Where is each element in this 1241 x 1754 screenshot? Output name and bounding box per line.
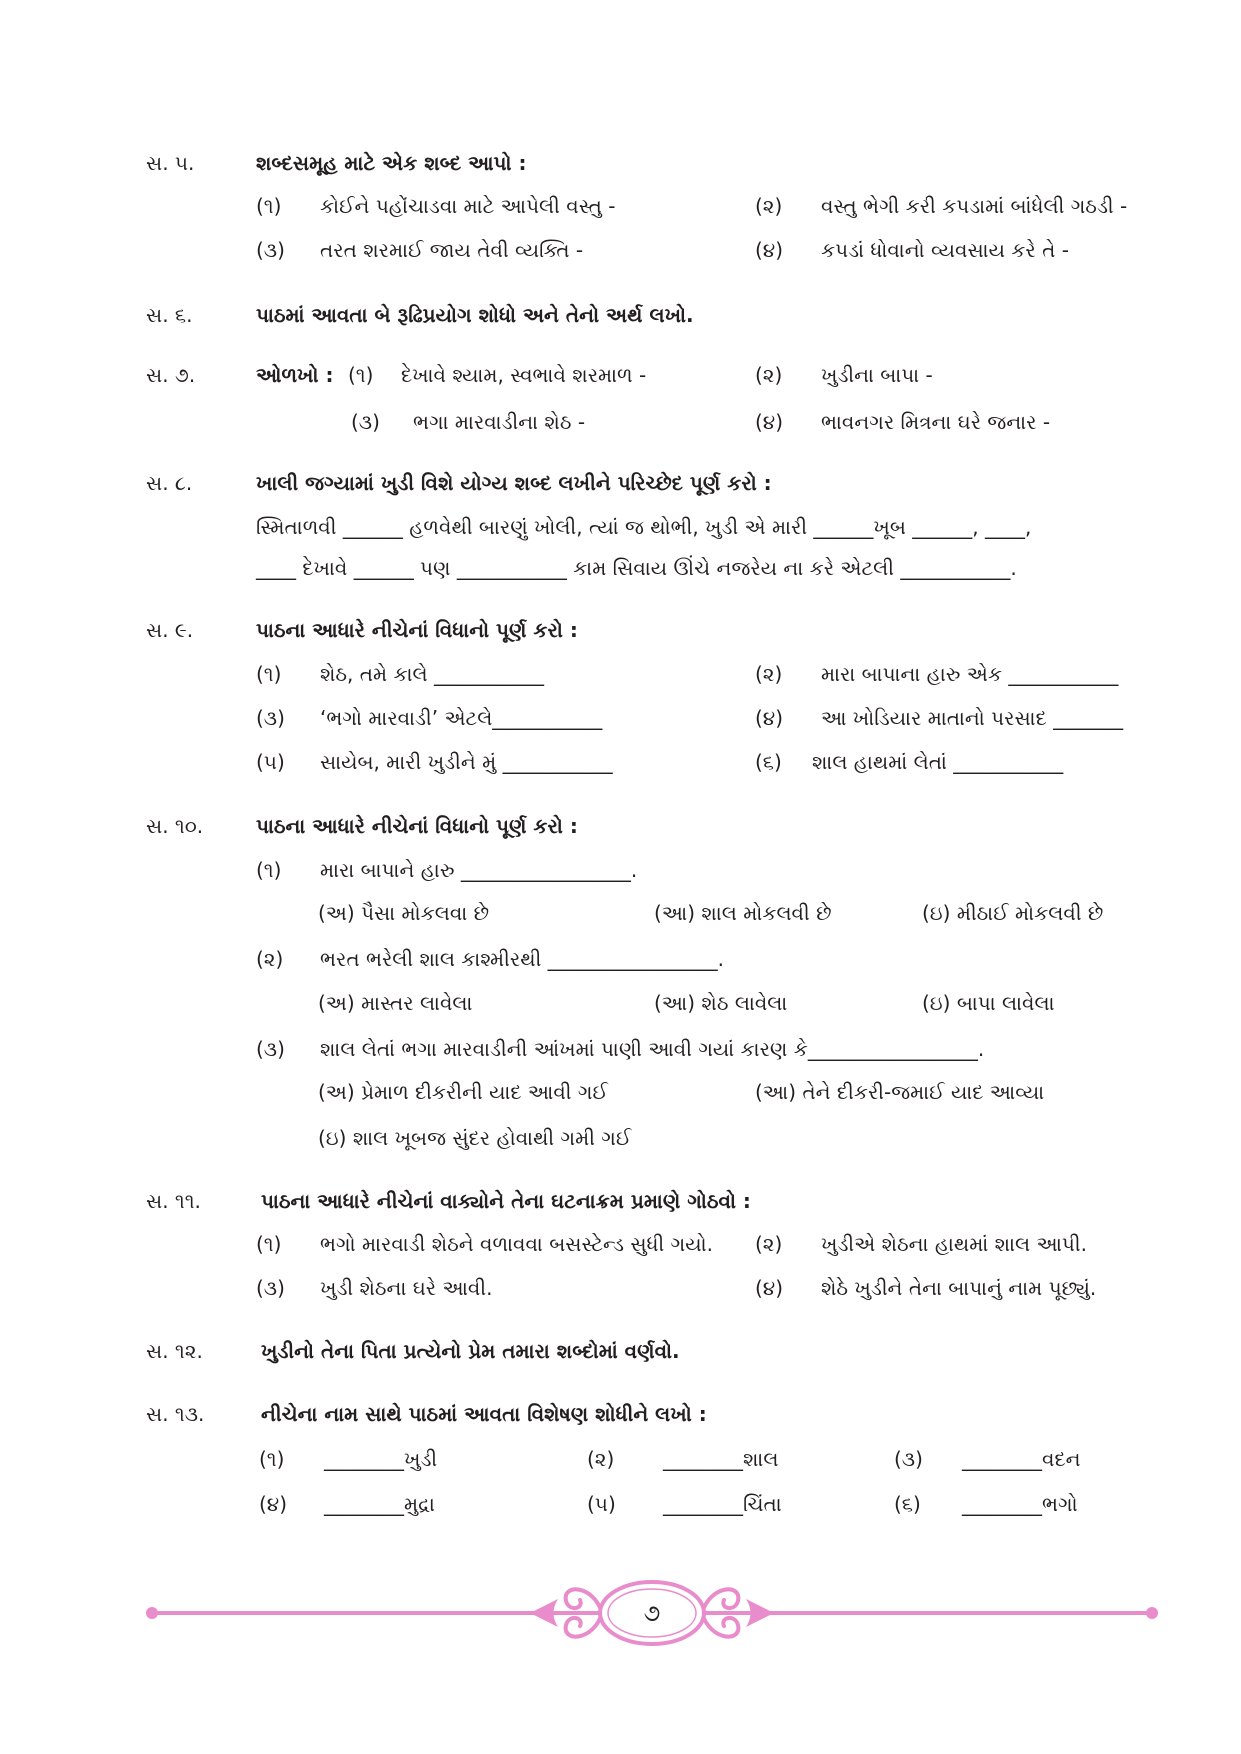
- q9-item-5-text: સાયેબ, મારી ખુડીને મું ___________: [320, 750, 613, 774]
- q7-item-2-number: (૨): [755, 363, 783, 387]
- q11-item-2-text: ખુડીએ શેઠના હાથમાં શાલ આપી.: [821, 1232, 1087, 1256]
- q9-item-6-text: શાલ હાથમાં લેતાં ___________: [812, 750, 1064, 774]
- question-9-label: સ. ૯.: [146, 618, 194, 642]
- q9-item-5-number: (૫): [256, 750, 285, 774]
- q9-item-4-number: (૪): [755, 706, 784, 730]
- q13-item-4-text: ________મુદ્રા: [324, 1492, 435, 1516]
- question-10-title: પાઠના આધારે નીચેનાં વિધાનો પૂર્ણ કરો :: [256, 814, 578, 838]
- q8-paragraph-line-2: ____ દેખાવે ______ પણ ___________ કામ સિવાય ઊંચે નજરેય ના કરે એટલી ___________.: [256, 556, 1017, 580]
- q10-item-3-text: શાલ લેતાં ભગા મારવાડીની આંખમાં પાણી આવી ગયાં કારણ કે_________________.: [320, 1037, 985, 1061]
- q11-item-1-text: ભગો મારવાડી શેઠને વળાવવા બસસ્ટેન્ડ સુધી ગયો.: [320, 1232, 713, 1256]
- footer-end-dot-right: [1146, 1607, 1158, 1619]
- q11-item-2-number: (૨): [755, 1232, 783, 1256]
- q7-item-4-text: ભાવનગર મિત્રના ઘરે જનાર -: [821, 410, 1051, 434]
- question-8-label: સ. ૮.: [146, 471, 193, 495]
- q10-item-2-option-c: (ઇ) બાપા લાવેલા: [922, 991, 1055, 1015]
- q10-item-1-number: (૧): [256, 858, 282, 882]
- q7-item-2-text: ખુડીના બાપા -: [821, 363, 933, 387]
- q13-item-5-text: ________ચિંતા: [663, 1492, 782, 1516]
- q10-item-2-option-b: (આ) શેઠ લાવેલા: [654, 991, 788, 1015]
- q10-item-2-option-a: (અ) માસ્તર લાવેલા: [318, 991, 473, 1015]
- q5-item-2-number: (૨): [755, 194, 783, 218]
- question-11-title: પાઠના આધારે નીચેનાં વાક્યોને તેના ઘટનાક્રમ પ્રમાણે ગોઠવો :: [261, 1189, 751, 1213]
- q9-item-3-text: ‘ભગો મારવાડી’ એટલે___________: [320, 706, 603, 730]
- q10-item-3-option-a: (અ) પ્રેમાળ દીકરીની યાદ આવી ગઈ: [318, 1080, 608, 1104]
- q7-item-3-number: (૩): [351, 410, 380, 434]
- q10-item-1-option-c: (ઇ) મીઠાઈ મોકલવી છે: [922, 901, 1104, 925]
- q13-item-3-text: ________વદન: [962, 1447, 1081, 1471]
- page-number: ૭: [643, 1599, 661, 1627]
- q5-item-3-text: તરત શરમાઈ જાય તેવી વ્યક્તિ -: [320, 238, 584, 262]
- question-6-label: સ. ૬.: [146, 303, 193, 327]
- footer-end-dot-left: [146, 1607, 158, 1619]
- q11-item-3-text: ખુડી શેઠના ઘરે આવી.: [320, 1276, 493, 1300]
- q10-item-2-number: (૨): [256, 947, 284, 971]
- question-11-label: સ. ૧૧.: [146, 1189, 201, 1213]
- question-5-label: સ. ૫.: [146, 151, 195, 175]
- q10-item-1-option-a: (અ) પૈસા મોકલવા છે: [318, 901, 490, 925]
- q5-item-3-number: (૩): [256, 238, 285, 262]
- q11-item-3-number: (૩): [256, 1276, 285, 1300]
- q9-item-1-text: શેઠ, તમે કાલે ___________: [320, 662, 545, 686]
- question-12-label: સ. ૧૨.: [146, 1339, 203, 1363]
- q5-item-1-number: (૧): [256, 194, 282, 218]
- q9-item-3-number: (૩): [256, 706, 285, 730]
- q11-item-4-text: શેઠે ખુડીને તેના બાપાનું નામ પૂછ્યું.: [821, 1276, 1097, 1300]
- question-13-label: સ. ૧૩.: [146, 1402, 205, 1426]
- q9-item-1-number: (૧): [256, 662, 282, 686]
- question-9-title: પાઠના આધારે નીચેનાં વિધાનો પૂર્ણ કરો :: [256, 618, 578, 642]
- q11-item-1-number: (૧): [256, 1232, 282, 1256]
- q13-item-6-text: ________ભગો: [962, 1492, 1078, 1516]
- q11-item-4-number: (૪): [755, 1276, 784, 1300]
- q10-item-2-text: ભરત ભરેલી શાલ કાશ્મીરથી _________________.: [320, 947, 725, 971]
- q8-paragraph-line-1: સ્મિતાળવી ______ હળવેથી બારણું ખોલી, ત્યાં જ થોભી, ખુડી એ મારી ______ખૂબ ______, ____,: [256, 515, 1032, 539]
- q10-item-3-option-b: (આ) તેને દીકરી-જમાઈ યાદ આવ્યા: [755, 1080, 1045, 1104]
- q5-item-2-text: વસ્તુ ભેગી કરી કપડામાં બાંધેલી ગઠડી -: [821, 194, 1128, 218]
- q13-item-5-number: (૫): [587, 1492, 616, 1516]
- q9-item-2-number: (૨): [755, 662, 783, 686]
- q9-item-2-text: મારા બાપાના હારુ એક ___________: [821, 662, 1119, 686]
- question-7-title: ઓળખો :: [256, 363, 334, 387]
- question-10-label: સ. ૧૦.: [146, 814, 204, 838]
- question-13-title: નીચેના નામ સાથે પાઠમાં આવતા વિશેષણ શોધીને લખો :: [261, 1402, 707, 1426]
- q5-item-4-number: (૪): [755, 238, 784, 262]
- q9-item-4-text: આ ખોડિયાર માતાનો પરસાદ _______: [821, 706, 1124, 730]
- q13-item-6-number: (૬): [894, 1492, 921, 1516]
- q7-item-1-number: (૧): [348, 363, 374, 387]
- q10-item-1-text: મારા બાપાને હારુ _________________.: [320, 858, 638, 882]
- q9-item-6-number: (૬): [755, 750, 782, 774]
- q13-item-3-number: (૩): [894, 1447, 923, 1471]
- question-5-title: શબ્દસમૂહ માટે એક શબ્દ આપો :: [256, 151, 527, 175]
- q13-item-2-number: (૨): [587, 1447, 615, 1471]
- question-6-title: પાઠમાં આવતા બે રૂઢિપ્રયોગ શોધો અને તેનો અર્થ લખો.: [256, 303, 694, 327]
- q5-item-4-text: કપડાં ધોવાનો વ્યવસાય કરે તે -: [821, 238, 1069, 262]
- question-8-title: ખાલી જગ્યામાં ખુડી વિશે યોગ્ય શબ્દ લખીને પરિચ્છેદ પૂર્ણ કરો :: [256, 471, 772, 495]
- q10-item-1-option-b: (આ) શાલ મોકલવી છે: [654, 901, 832, 925]
- question-7-label: સ. ૭.: [146, 363, 196, 387]
- q13-item-4-number: (૪): [259, 1492, 288, 1516]
- q7-item-1-text: દેખાવે શ્યામ, સ્વભાવે શરમાળ -: [401, 363, 647, 387]
- q10-item-3-number: (૩): [256, 1037, 285, 1061]
- q10-item-3-option-c: (ઇ) શાલ ખૂબજ સુંદર હોવાથી ગમી ગઈ: [318, 1126, 632, 1150]
- q13-item-2-text: ________શાલ: [663, 1447, 779, 1471]
- q7-item-4-number: (૪): [755, 410, 784, 434]
- q13-item-1-number: (૧): [259, 1447, 285, 1471]
- question-12-title: ખુડીનો તેના પિતા પ્રત્યેનો પ્રેમ તમારા શબ્દોમાં વર્ણવો.: [261, 1339, 680, 1363]
- q5-item-1-text: કોઈને પહોંચાડવા માટે આપેલી વસ્તુ -: [320, 194, 616, 218]
- q7-item-3-text: ભગા મારવાડીના શેઠ -: [413, 410, 586, 434]
- q13-item-1-text: ________ખુડી: [324, 1447, 438, 1471]
